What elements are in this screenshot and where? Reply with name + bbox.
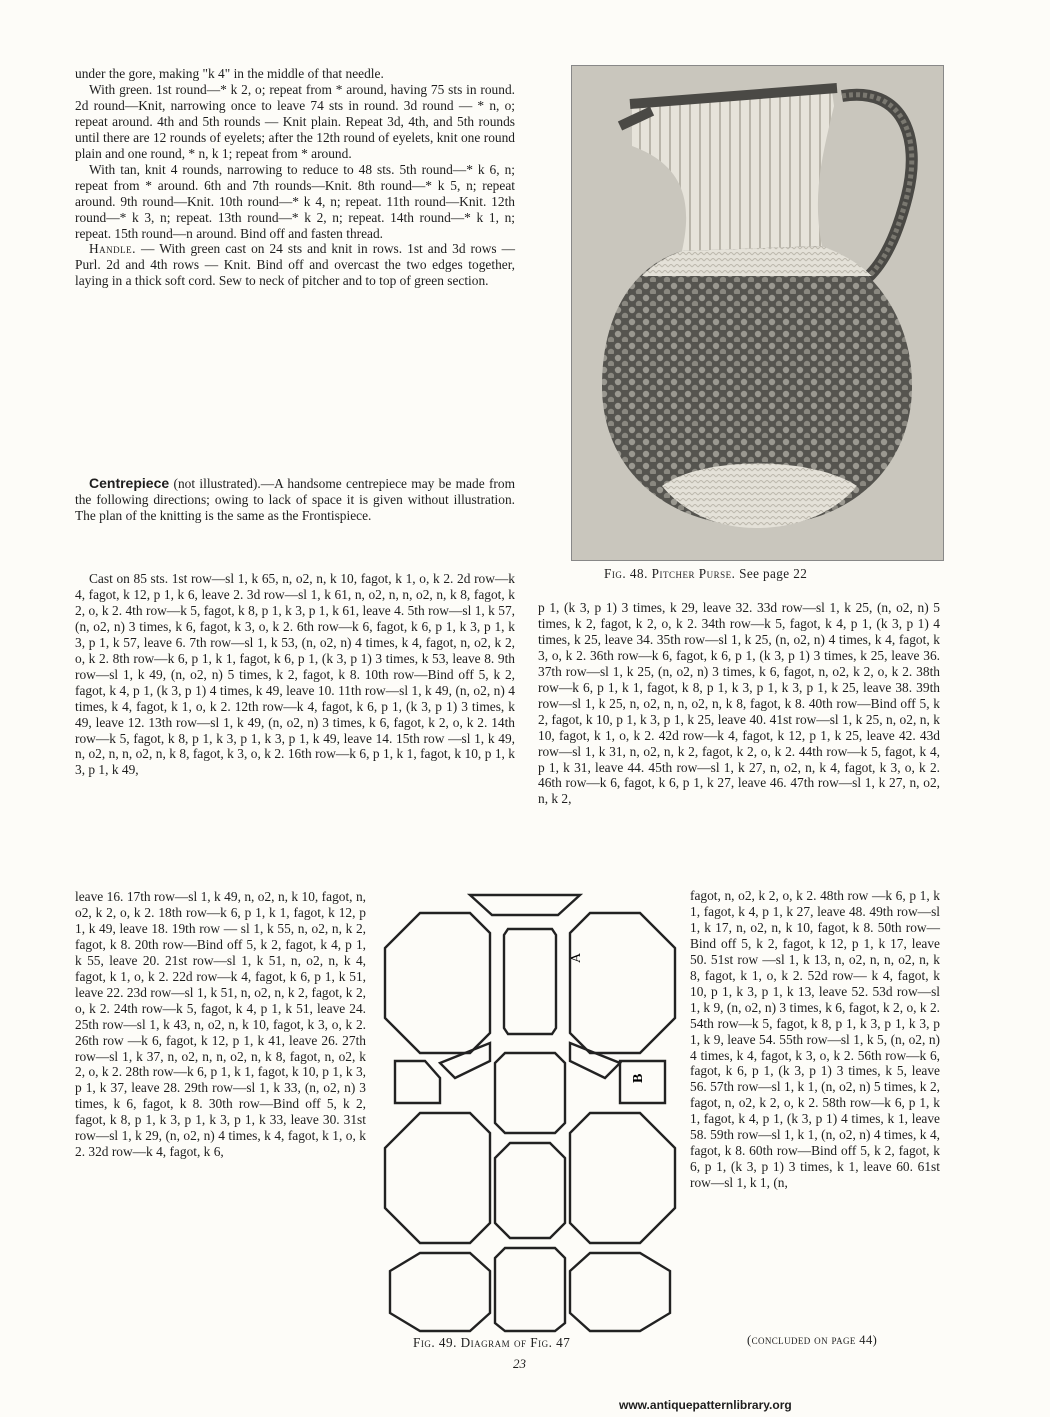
rows-right-wide: [538, 600, 940, 807]
diagram-label-b: B: [631, 1073, 646, 1083]
paragraph-centrepiece: [75, 476, 515, 524]
rows-left-narrow: [75, 889, 366, 1160]
centrepiece-text: (not illustrated).—A handsome centrepiece may be made from the following directions; owing to lack of space it is given without illustration. The plan of the knitting is the same as the Frontispiece.: [75, 476, 515, 523]
footer-url: www.antiquepatternlibrary.org: [619, 1398, 792, 1412]
fig48-ref: See page 22: [739, 566, 808, 581]
paragraph-tan: With tan, knit 4 rounds, narrowing to reduce to 48 sts. 5th round—* k 6, n; repeat from * around. 6th and 7th rounds—Knit. 8th round—* k 5, n; repeat around. 9th round—Knit. 10th round—* k 4, n; repeat. 11th round—Knit. 12th round—* k 3, n; repeat. 13th round—* k 2, n; repeat. 14th round—* k 1, n; repeat. 15th round—n around. Bind off and fasten thread.: [75, 161, 515, 241]
centrepiece-diagram: [380, 893, 680, 1333]
fig48-caption: [604, 566, 807, 582]
centrepiece-intro: [75, 476, 515, 524]
continued-note: (concluded on page 44): [747, 1333, 878, 1347]
handle-text: — With green cast on 24 sts and knit in rows. 1st and 3d rows — Purl. 2d and 4th rows — Knit. Bind off and overcast the two edges together, laying in a thick soft cord. Sew to neck of pitcher and to top of green section.: [75, 241, 515, 289]
rows-right-wide-text: p 1, (k 3, p 1) 3 times, k 29, leave 32. 33d row—sl 1, k 25, (n, o2, n) 5 times, k 2, fagot, k 2, o, k 2. 34th row—k 5, fagot, k 4, p 1, (k 3, p 1) 4 times, k 25, leave 34. 35th row—sl 1, k 25, (n, o2, n) 4 times, k 4, fagot, k 3, o, k 2. 36th row—k 6, fagot, k 6, p 1, (k 3, p 1) 3 times, k 25, leave 36. 37th row—sl 1, k 25, (n, o2, n) 3 times, k 6, fagot, n, o2, k 2, o, k 2. 38th row—k 6, p 1, k 1, fagot, k 8, p 1, k 3, p 1, k 3, p 1, k 25, leave 38. 39th row—sl 1, k 25, n, o2, n, n, o2, n, k 8, fagot, k 8. 40th row—Bind off 5, k 2, fagot, k 10, p 1, k 3, p 1, k 25, leave 40. 41st row—sl 1, k 25, n, o2, n, k 10, fagot, k 1, o, k 2. 42d row—k 4, fagot, k 12, p 1, k 25, leave 42. 43d row—sl 1, k 31, n, o2, n, k 2, fagot, k 2, o, k 2. 44th row—k 5, fagot, k 4, p 1, k 31, leave 44. 45th row—sl 1, k 27, n, o2, n, k 4, fagot, k 3, o, k 2. 46th row—k 6, fagot, k 6, p 1, k 27, leave 46. 47th row—sl 1, k 27, n, o2, n, k 2,: [538, 600, 940, 807]
handle-heading: Handle.: [89, 241, 137, 257]
rows-left-wide: [75, 571, 515, 778]
rows-left-narrow-text: leave 16. 17th row—sl 1, k 49, n, o2, n, k 10, fagot, n, o2, k 2, o, k 2. 18th row—k 6, p 1, k 1, fagot, k 12, p 1, k 49, leave 18. 19th row — sl 1, k 55, n, o2, n, k 2, fagot, k 8. 20th row—Bind off 5, k 2, fagot, k 4, p 1, k 55, leave 20. 21st row—sl 1, k 51, n, o2, n, k 4, fagot, k 1, o, k 2. 22d row—k 4, fagot, k 6, p 1, k 51, leave 22. 23d row—sl 1, k 51, n, o2, n, k 2, fagot, k 2, o, k 2. 24th row—k 5, fagot, k 4, p 1, k 51, leave 24. 25th row—sl 1, k 43, n, o2, n, k 10, fagot, k 3, o, k 2. 26th row —k 6, fagot, k 12, p 1, k 41, leave 26. 27th row—sl 1, k 37, n, o2, n, n, o2, n, k 8, fagot, n, o2, k 2, o, k 2. 28th row—k 6, p 1, k 1, fagot, k 10, p 1, k 3, p 1, k 37, leave 28. 29th row—sl 1, k 33, (n, o2, n) 3 times, k 6, fagot, k 8. 30th row—Bind off 5, k 2, fagot, k 8, p 1, k 3, p 1, k 3, p 1, k 33, leave 30. 31st row—sl 1, k 29, (n, o2, n) 4 times, k 4, fagot, k 1, o, k 2. 32d row—k 4, fagot, k 6,: [75, 889, 366, 1160]
paragraph-handle: [75, 241, 515, 289]
page-number: 23: [513, 1356, 526, 1371]
rows-right-narrow: [690, 888, 940, 1191]
fig48-label: Fig. 48.: [604, 566, 648, 581]
pitcher-purse-image: [572, 66, 943, 560]
fig49-caption: [413, 1335, 570, 1351]
rows-left-wide-text: Cast on 85 sts. 1st row—sl 1, k 65, n, o2, n, k 10, fagot, k 1, o, k 2. 2d row—k 4, fagot, k 12, p 1, k 6, leave 2. 3d row—sl 1, k 61, n, o2, n, n, o2, n, k 8, fagot, k 2, o, k 2. 4th row—k 5, fagot, k 8, p 1, k 3, p 1, k 61, leave 4. 5th row—sl 1, k 57, (n, o2, n) 3 times, k 6, fagot, k 3, o, k 2. 6th row—k 6, fagot, k 6, p 1, k 3, p 1, k 3, p 1, k 57, leave 6. 7th row—sl 1, k 53, (n, o2, n) 4 times, k 4, fagot, n, o2, k 2, o, k 2. 8th row—k 6, p 1, k 1, fagot, k 6, p 1, (k 3, p 1) 3 times, k 53, leave 8. 9th row—sl 1, k 49, (n, o2, n) 5 times, k 2, fagot, k 8. 10th row—Bind off 5, k 2, fagot, k 4, p 1, (k 3, p 1) 4 times, k 49, leave 10. 11th row—sl 1, k 49, (n, o2, n) 4 times, k 4, fagot, k 1, o, k 2. 12th row—k 4, fagot, k 6, p 1, (k 3, p 1) 3 times, k 49, leave 12. 13th row—sl 1, k 49, (n, o2, n) 3 times, k 6, fagot, k 2, o, k 2. 14th row—k 5, fagot, k 8, p 1, k 3, p 1, k 3, p 1, k 49, leave 14. 15th row —sl 1, k 49, n, o2, n, n, o2, n, k 8, fagot, k 3, o, k 2. 16th row—k 6, p 1, k 1, fagot, k 10, p 1, k 3, p 1, k 49,: [75, 571, 515, 778]
fig49-label: Fig. 49.: [413, 1335, 457, 1350]
rows-right-narrow-text: fagot, n, o2, k 2, o, k 2. 48th row —k 6, p 1, k 1, fagot, k 4, p 1, k 27, leave 48. 49th row—sl 1, k 17, n, o2, n, k 10, fagot, k 8. 50th row—Bind off 5, k 2, fagot, k 12, p 1, k 17, leave 50. 51st row —sl 1, k 13, n, o2, n, n, o2, n, k 8, fagot, k 1, o, k 2. 52d row— k 4, fagot, k 10, p 1, k 3, p 1, k 13, leave 52. 53d row—sl 1, k 9, (n, o2, n) 3 times, k 6, fagot, k 2, o, k 2. 54th row—k 5, fagot, k 8, p 1, k 3, p 1, k 3, p 1, k 9, leave 54. 55th row—sl 1, k 5, (n, o2, n) 4 times, k 4, fagot, k 3, o, k 2. 56th row—k 6, fagot, k 6, p 1, (k 3, p 1) 3 times, k 5, leave 56. 57th row—sl 1, k 1, (n, o2, n) 5 times, k 2, fagot, n, o2, k 2, o, k 2. 58th row—k 6, p 1, k 1, fagot, k 4, p 1, (k 3, p 1) 4 times, k 1, leave 58. 59th row—sl 1, k 1, (n, o2, n) 4 times, k 4, fagot, k 8. 60th row—Bind off 5, k 2, fagot, k 6, p 1, (k 3, p 1) 3 times, k 1, leave 60. 61st row—sl 1, k 1, (n,: [690, 888, 940, 1191]
column-left-top: [75, 66, 515, 289]
paragraph-green: With green. 1st round—* k 2, o; repeat from * around, having 75 sts in round. 2d round—Knit, narrowing once to leave 74 sts in round. 3d round — * n, o; repeat around. 4th and 5th rounds — Knit plain. Repeat 3d, 4th, and 5th rounds until there are 12 rounds of eyelets; after the 12th round of eyelets, knit one round plain and one round, * n, k 1; repeat from * around.: [75, 81, 515, 161]
fig49-title: Diagram of Fig. 47: [460, 1335, 571, 1350]
centrepiece-heading: Centrepiece: [89, 475, 170, 491]
pitcher-purse-photo: [571, 65, 944, 561]
fig48-title: Pitcher Purse.: [651, 566, 736, 581]
diagram-label-a: A: [569, 952, 584, 963]
paragraph-gore: under the gore, making "k 4" in the middle of that needle.: [75, 66, 384, 81]
